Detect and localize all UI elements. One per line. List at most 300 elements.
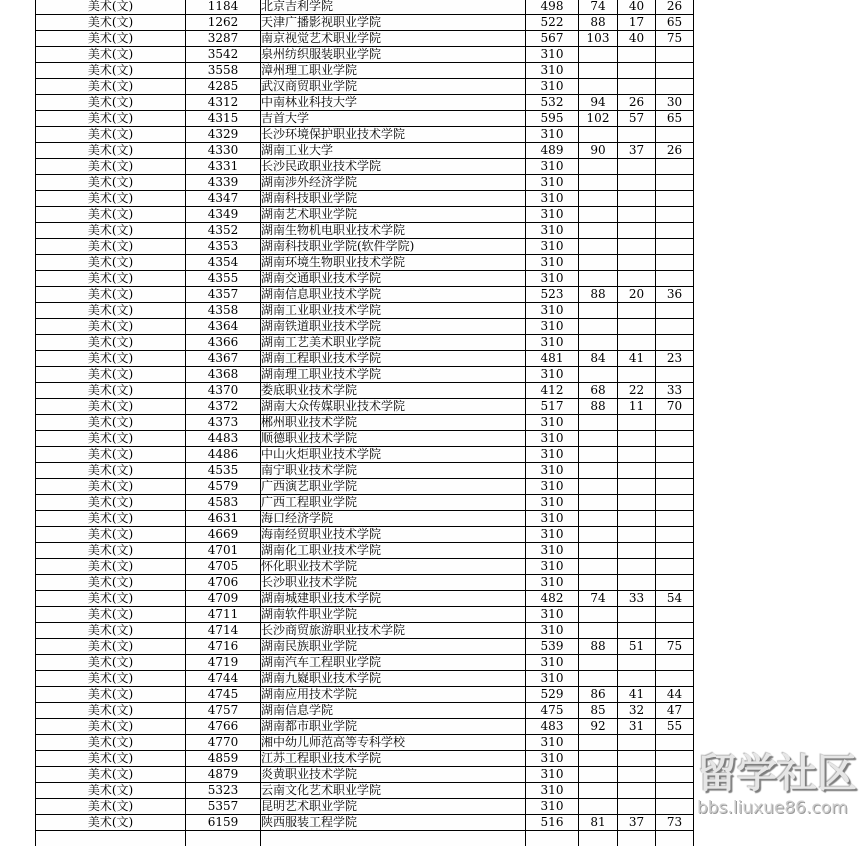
cell-score-1: 310 — [526, 607, 579, 623]
cell-category: 美术(文) — [36, 799, 186, 815]
cell-score-2: 92 — [579, 719, 618, 735]
cell-score-1: 310 — [526, 623, 579, 639]
cell-score-3 — [618, 559, 656, 575]
cell-score-1: 481 — [526, 351, 579, 367]
cell-code: 4579 — [186, 479, 261, 495]
cell-code: 4373 — [186, 415, 261, 431]
cell-category: 美术(文) — [36, 79, 186, 95]
cell-score-1: 310 — [526, 431, 579, 447]
cell-score-3 — [618, 175, 656, 191]
cell-school-name: 湖南信息职业技术学院 — [261, 287, 526, 303]
cell-score-3 — [618, 223, 656, 239]
table-row — [36, 239, 694, 255]
cell-school-name: 陕西服装工程学院 — [261, 815, 526, 831]
cell-score-3 — [618, 575, 656, 591]
cell-code: 4354 — [186, 255, 261, 271]
cell-score-4 — [656, 655, 694, 671]
cell-score-3 — [618, 479, 656, 495]
cell-score-4 — [656, 479, 694, 495]
cell-score-4: 36 — [656, 287, 694, 303]
cell-score-2: 103 — [579, 31, 618, 47]
cell-school-name: 泉州纺织服装职业学院 — [261, 47, 526, 63]
cell-category: 美术(文) — [36, 287, 186, 303]
cell-category: 美术(文) — [36, 591, 186, 607]
cell-category: 美术(文) — [36, 95, 186, 111]
cell-code: 1184 — [186, 0, 261, 15]
cell-score-2: 84 — [579, 351, 618, 367]
cell-score-1: 310 — [526, 127, 579, 143]
cell-category: 美术(文) — [36, 335, 186, 351]
cell-category: 美术(文) — [36, 63, 186, 79]
cell-score-3: 26 — [618, 95, 656, 111]
cell-score-1: 310 — [526, 271, 579, 287]
cell-score-1: 310 — [526, 415, 579, 431]
cell-category: 美术(文) — [36, 495, 186, 511]
cell-category: 美术(文) — [36, 223, 186, 239]
cell-category: 美术(文) — [36, 719, 186, 735]
cell-score-2 — [579, 223, 618, 239]
cell-category: 美术(文) — [36, 255, 186, 271]
admission-scores-table — [35, 0, 694, 846]
cell-score-3 — [618, 335, 656, 351]
cell-score-3: 41 — [618, 687, 656, 703]
cell-code: 4770 — [186, 735, 261, 751]
cell-score-1: 310 — [526, 335, 579, 351]
cell-score-1: 310 — [526, 735, 579, 751]
cell-category: 美术(文) — [36, 0, 186, 15]
cell-score-3 — [618, 607, 656, 623]
cell-score-1: 310 — [526, 543, 579, 559]
cell-score-3 — [618, 207, 656, 223]
cell-category: 美术(文) — [36, 191, 186, 207]
cell-score-4: 55 — [656, 719, 694, 735]
cell-school-name: 海南经贸职业技术学院 — [261, 527, 526, 543]
cell-category: 美术(文) — [36, 127, 186, 143]
cell-category: 美术(文) — [36, 751, 186, 767]
table-row — [36, 271, 694, 287]
cell-score-3: 51 — [618, 639, 656, 655]
cell-school-name: 湖南工程职业技术学院 — [261, 351, 526, 367]
cell-score-2 — [579, 559, 618, 575]
table-row — [36, 79, 694, 95]
cell-category: 美术(文) — [36, 15, 186, 31]
cell-score-2 — [579, 447, 618, 463]
cell-score-3 — [618, 159, 656, 175]
cell-score-4 — [656, 47, 694, 63]
watermark-title: 留学社区 — [697, 750, 867, 798]
cell-score-1: 498 — [526, 0, 579, 15]
cell-school-name: 广西工程职业学院 — [261, 495, 526, 511]
cell-score-3 — [618, 303, 656, 319]
cell-score-3: 11 — [618, 399, 656, 415]
cell-category: 美术(文) — [36, 735, 186, 751]
cell-school-name: 湖南城建职业技术学院 — [261, 591, 526, 607]
cell-category: 美术(文) — [36, 447, 186, 463]
cell-score-1: 310 — [526, 767, 579, 783]
table-row — [36, 223, 694, 239]
cell-code: 5357 — [186, 799, 261, 815]
cell-code: 4312 — [186, 95, 261, 111]
cell-score-1: 310 — [526, 671, 579, 687]
cell-code: 4744 — [186, 671, 261, 687]
cell-score-3 — [618, 63, 656, 79]
cell-school-name: 长沙商贸旅游职业技术学院 — [261, 623, 526, 639]
cell-score-4 — [656, 575, 694, 591]
cell-category: 美术(文) — [36, 607, 186, 623]
table-row — [36, 735, 694, 751]
cell-category: 美术(文) — [36, 575, 186, 591]
table-row — [36, 207, 694, 223]
partial-row — [36, 831, 694, 846]
cell-code: 3558 — [186, 63, 261, 79]
cell-category: 美术(文) — [36, 31, 186, 47]
table-row — [36, 719, 694, 735]
cell-score-1: 310 — [526, 223, 579, 239]
cell-score-4 — [656, 671, 694, 687]
cell-score-2 — [579, 655, 618, 671]
table-row — [36, 639, 694, 655]
cell-score-4 — [656, 463, 694, 479]
cell-score-3 — [618, 511, 656, 527]
cell-score-2 — [579, 735, 618, 751]
cell-school-name: 云南文化艺术职业学院 — [261, 783, 526, 799]
cell-score-1: 310 — [526, 559, 579, 575]
cell-category: 美术(文) — [36, 303, 186, 319]
cell-score-4 — [656, 319, 694, 335]
cell-school-name: 郴州职业技术学院 — [261, 415, 526, 431]
cell-score-3: 41 — [618, 351, 656, 367]
cell-score-4: 54 — [656, 591, 694, 607]
cell-school-name: 昆明艺术职业学院 — [261, 799, 526, 815]
cell-school-name: 北京吉利学院 — [261, 0, 526, 15]
table-row — [36, 383, 694, 399]
cell-category: 美术(文) — [36, 703, 186, 719]
cell-score-2 — [579, 367, 618, 383]
cell-category: 美术(文) — [36, 431, 186, 447]
cell-score-2: 68 — [579, 383, 618, 399]
watermark — [697, 750, 867, 818]
cell-code: 4631 — [186, 511, 261, 527]
cell-code: 4535 — [186, 463, 261, 479]
cell-code: 4706 — [186, 575, 261, 591]
table-row — [36, 559, 694, 575]
cell-category: 美术(文) — [36, 383, 186, 399]
cell-score-2 — [579, 239, 618, 255]
partial-cell — [261, 831, 526, 846]
cell-score-2 — [579, 495, 618, 511]
cell-score-2 — [579, 255, 618, 271]
cell-score-3 — [618, 127, 656, 143]
cell-score-2 — [579, 431, 618, 447]
table-row — [36, 143, 694, 159]
cell-score-3: 20 — [618, 287, 656, 303]
cell-score-4 — [656, 223, 694, 239]
cell-category: 美术(文) — [36, 143, 186, 159]
cell-score-4: 26 — [656, 0, 694, 15]
cell-score-2 — [579, 175, 618, 191]
cell-school-name: 湖南九嶷职业技术学院 — [261, 671, 526, 687]
table-row — [36, 671, 694, 687]
cell-school-name: 海口经济学院 — [261, 511, 526, 527]
cell-score-1: 532 — [526, 95, 579, 111]
cell-score-3: 37 — [618, 815, 656, 831]
cell-code: 4349 — [186, 207, 261, 223]
cell-school-name: 炎黄职业技术学院 — [261, 767, 526, 783]
cell-score-1: 310 — [526, 47, 579, 63]
cell-code: 4357 — [186, 287, 261, 303]
cell-score-1: 517 — [526, 399, 579, 415]
cell-code: 4329 — [186, 127, 261, 143]
cell-code: 3287 — [186, 31, 261, 47]
cell-score-1: 310 — [526, 527, 579, 543]
table-row — [36, 463, 694, 479]
cell-school-name: 湖南交通职业技术学院 — [261, 271, 526, 287]
cell-school-name: 湘中幼儿师范高等专科学校 — [261, 735, 526, 751]
cell-category: 美术(文) — [36, 479, 186, 495]
cell-score-1: 482 — [526, 591, 579, 607]
cell-score-2 — [579, 159, 618, 175]
cell-score-3 — [618, 783, 656, 799]
cell-score-1: 516 — [526, 815, 579, 831]
cell-score-4: 75 — [656, 31, 694, 47]
table-row — [36, 335, 694, 351]
cell-code: 4358 — [186, 303, 261, 319]
cell-code: 6159 — [186, 815, 261, 831]
cell-code: 4355 — [186, 271, 261, 287]
cell-category: 美术(文) — [36, 159, 186, 175]
cell-score-3 — [618, 735, 656, 751]
table-row — [36, 0, 694, 15]
cell-score-2 — [579, 783, 618, 799]
partial-cell — [36, 831, 186, 846]
cell-score-3 — [618, 543, 656, 559]
table-row — [36, 303, 694, 319]
cell-score-4 — [656, 735, 694, 751]
cell-code: 4331 — [186, 159, 261, 175]
cell-category: 美术(文) — [36, 47, 186, 63]
cell-code: 4367 — [186, 351, 261, 367]
cell-score-2 — [579, 415, 618, 431]
cell-score-1: 310 — [526, 255, 579, 271]
cell-score-1: 310 — [526, 367, 579, 383]
cell-score-2 — [579, 47, 618, 63]
cell-score-2 — [579, 207, 618, 223]
cell-code: 4315 — [186, 111, 261, 127]
cell-score-3 — [618, 751, 656, 767]
partial-cell — [526, 831, 579, 846]
table-row — [36, 399, 694, 415]
cell-code: 4766 — [186, 719, 261, 735]
cell-score-4 — [656, 767, 694, 783]
cell-code: 4583 — [186, 495, 261, 511]
cell-category: 美术(文) — [36, 415, 186, 431]
table-row — [36, 111, 694, 127]
cell-school-name: 长沙职业技术学院 — [261, 575, 526, 591]
cell-score-2 — [579, 63, 618, 79]
cell-score-4 — [656, 607, 694, 623]
cell-category: 美术(文) — [36, 623, 186, 639]
cell-category: 美术(文) — [36, 463, 186, 479]
cell-score-4 — [656, 239, 694, 255]
cell-category: 美术(文) — [36, 399, 186, 415]
cell-score-4: 44 — [656, 687, 694, 703]
cell-school-name: 中南林业科技大学 — [261, 95, 526, 111]
cell-score-3: 40 — [618, 0, 656, 15]
cell-code: 4339 — [186, 175, 261, 191]
cell-category: 美术(文) — [36, 671, 186, 687]
cell-score-3 — [618, 447, 656, 463]
table-row — [36, 495, 694, 511]
table-row — [36, 703, 694, 719]
cell-score-2 — [579, 671, 618, 687]
table-body — [36, 0, 694, 846]
cell-score-2 — [579, 127, 618, 143]
cell-score-2 — [579, 623, 618, 639]
cell-category: 美术(文) — [36, 687, 186, 703]
cell-score-2: 88 — [579, 639, 618, 655]
cell-category: 美术(文) — [36, 767, 186, 783]
cell-score-4: 23 — [656, 351, 694, 367]
cell-score-3: 33 — [618, 591, 656, 607]
cell-school-name: 湖南应用技术学院 — [261, 687, 526, 703]
cell-score-2: 102 — [579, 111, 618, 127]
cell-score-1: 310 — [526, 751, 579, 767]
table-row — [36, 543, 694, 559]
cell-score-3 — [618, 431, 656, 447]
cell-score-2 — [579, 575, 618, 591]
cell-category: 美术(文) — [36, 111, 186, 127]
cell-score-4 — [656, 63, 694, 79]
cell-code: 4711 — [186, 607, 261, 623]
cell-score-1: 539 — [526, 639, 579, 655]
cell-score-1: 310 — [526, 463, 579, 479]
cell-score-1: 310 — [526, 655, 579, 671]
cell-score-4 — [656, 271, 694, 287]
cell-code: 4757 — [186, 703, 261, 719]
table-row — [36, 591, 694, 607]
watermark-url: bbs.liuxue86.com — [697, 798, 867, 818]
cell-code: 4879 — [186, 767, 261, 783]
table-row — [36, 415, 694, 431]
cell-score-1: 412 — [526, 383, 579, 399]
cell-score-2 — [579, 79, 618, 95]
cell-score-4: 65 — [656, 111, 694, 127]
table-row — [36, 63, 694, 79]
cell-score-4: 30 — [656, 95, 694, 111]
cell-school-name: 湖南科技职业学院 — [261, 191, 526, 207]
table-row — [36, 255, 694, 271]
cell-code: 4745 — [186, 687, 261, 703]
cell-code: 4714 — [186, 623, 261, 639]
cell-score-1: 310 — [526, 63, 579, 79]
partial-cell — [579, 831, 618, 846]
cell-code: 4352 — [186, 223, 261, 239]
table-row — [36, 31, 694, 47]
cell-school-name: 娄底职业技术学院 — [261, 383, 526, 399]
cell-score-2 — [579, 543, 618, 559]
cell-category: 美术(文) — [36, 271, 186, 287]
cell-category: 美术(文) — [36, 367, 186, 383]
cell-school-name: 湖南涉外经济学院 — [261, 175, 526, 191]
cell-score-3: 57 — [618, 111, 656, 127]
table-row — [36, 511, 694, 527]
cell-score-2 — [579, 527, 618, 543]
table-row — [36, 191, 694, 207]
cell-score-4 — [656, 159, 694, 175]
table-row — [36, 623, 694, 639]
cell-score-1: 522 — [526, 15, 579, 31]
cell-score-4 — [656, 431, 694, 447]
cell-category: 美术(文) — [36, 783, 186, 799]
cell-code: 4364 — [186, 319, 261, 335]
table-row — [36, 431, 694, 447]
cell-score-1: 310 — [526, 319, 579, 335]
cell-score-3 — [618, 415, 656, 431]
cell-score-1: 595 — [526, 111, 579, 127]
cell-score-3 — [618, 191, 656, 207]
cell-code: 4347 — [186, 191, 261, 207]
table-row — [36, 479, 694, 495]
cell-score-1: 475 — [526, 703, 579, 719]
cell-score-3: 22 — [618, 383, 656, 399]
cell-score-3 — [618, 463, 656, 479]
cell-score-1: 310 — [526, 303, 579, 319]
cell-score-2: 74 — [579, 0, 618, 15]
cell-score-1: 529 — [526, 687, 579, 703]
cell-score-2 — [579, 767, 618, 783]
cell-score-2 — [579, 607, 618, 623]
table-row — [36, 367, 694, 383]
cell-score-2 — [579, 751, 618, 767]
cell-score-1: 310 — [526, 799, 579, 815]
cell-score-4 — [656, 783, 694, 799]
cell-score-4 — [656, 751, 694, 767]
cell-code: 4372 — [186, 399, 261, 415]
cell-score-3 — [618, 495, 656, 511]
cell-school-name: 湖南铁道职业技术学院 — [261, 319, 526, 335]
cell-score-4 — [656, 303, 694, 319]
cell-code: 4368 — [186, 367, 261, 383]
partial-cell — [656, 831, 694, 846]
table-row — [36, 687, 694, 703]
cell-score-3: 37 — [618, 143, 656, 159]
cell-score-1: 483 — [526, 719, 579, 735]
cell-score-2 — [579, 303, 618, 319]
table-row — [36, 319, 694, 335]
cell-code: 4669 — [186, 527, 261, 543]
cell-school-name: 天津广播影视职业学院 — [261, 15, 526, 31]
cell-score-4: 47 — [656, 703, 694, 719]
cell-school-name: 广西演艺职业学院 — [261, 479, 526, 495]
cell-school-name: 湖南科技职业学院(软件学院) — [261, 239, 526, 255]
cell-score-3: 32 — [618, 703, 656, 719]
cell-score-2 — [579, 511, 618, 527]
table-row — [36, 15, 694, 31]
cell-score-3 — [618, 255, 656, 271]
cell-score-4 — [656, 175, 694, 191]
cell-code: 4716 — [186, 639, 261, 655]
cell-score-2: 81 — [579, 815, 618, 831]
cell-score-3 — [618, 47, 656, 63]
cell-code: 3542 — [186, 47, 261, 63]
cell-category: 美术(文) — [36, 239, 186, 255]
cell-score-2 — [579, 271, 618, 287]
cell-score-3: 31 — [618, 719, 656, 735]
cell-category: 美术(文) — [36, 175, 186, 191]
cell-score-1: 310 — [526, 783, 579, 799]
cell-score-4: 73 — [656, 815, 694, 831]
cell-category: 美术(文) — [36, 655, 186, 671]
